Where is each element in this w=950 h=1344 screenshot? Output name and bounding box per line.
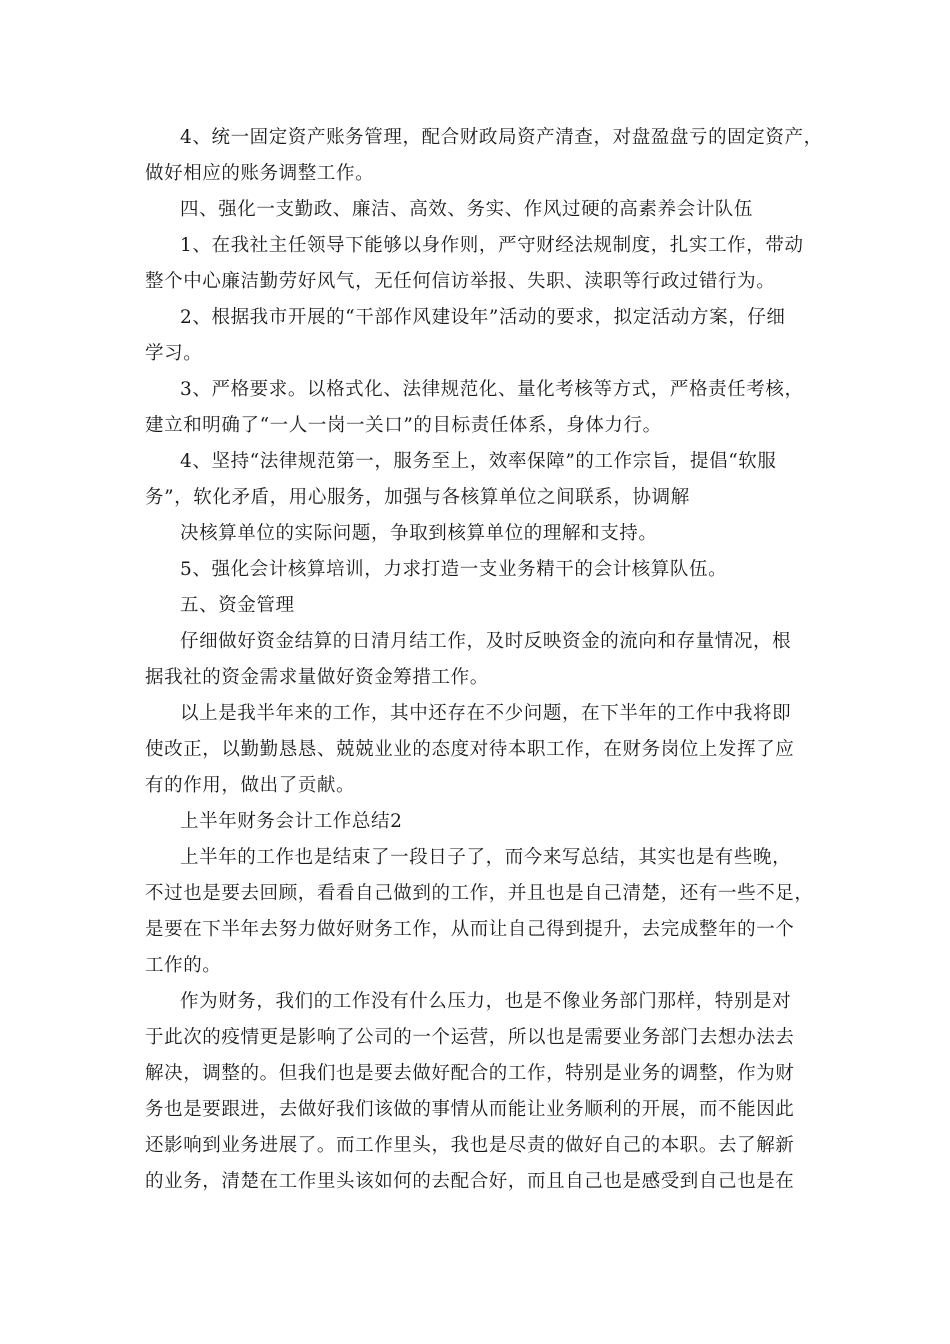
paragraph-line: 作为财务，我们的工作没有什么压力，也是不像业务部门那样，特别是对 (180, 991, 792, 1012)
paragraph-line: 还影响到业务进展了。而工作里头，我也是尽责的做好自己的本职。去了解新 (145, 1135, 795, 1156)
paragraph-line: 学习。 (145, 343, 203, 364)
paragraph-line: 工作的。 (145, 955, 222, 976)
paragraph-line: 是要在下半年去努力做好财务工作，从而让自己得到提升，去完成整年的一个 (145, 919, 795, 940)
paragraph-line: 不过也是要去回顾，看看自己做到的工作，并且也是自己清楚，还有一些不足， (145, 883, 814, 904)
paragraph-line: 务也是要跟进，去做好我们该做的事情从而能让业务顺利的开展，而不能因此 (145, 1099, 795, 1120)
paragraph-line: 以上是我半年来的工作，其中还存在不少问题，在下半年的工作中我将即 (180, 703, 792, 724)
paragraph-line: 4、统一固定资产账务管理，配合财政局资产清查，对盘盈盘亏的固定资产， (180, 127, 823, 148)
section-heading: 四、强化一支勤政、廉洁、高效、务实、作风过硬的高素养会计队伍 (180, 199, 754, 220)
paragraph-line: 有的作用，做出了贡献。 (145, 775, 356, 796)
paragraph-line: 于此次的疫情更是影响了公司的一个运营，所以也是需要业务部门去想办法去 (145, 1027, 795, 1048)
section-heading: 五、资金管理 (180, 595, 295, 616)
paragraph-line: 整个中心廉洁勤劳好风气，无任何信访举报、失职、渎职等行政过错行为。 (145, 271, 776, 292)
paragraph-line: 5、强化会计核算培训，力求打造一支业务精干的会计核算队伍。 (180, 559, 728, 580)
paragraph-line: 仔细做好资金结算的日清月结工作，及时反映资金的流向和存量情况，根 (180, 631, 792, 652)
paragraph-line: 建立和明确了“一人一岗一关口”的目标责任体系，身体力行。 (145, 415, 662, 436)
paragraph-line: 决核算单位的实际问题，争取到核算单位的理解和支持。 (180, 523, 658, 544)
paragraph-line: 的业务，清楚在工作里头该如何的去配合好，而且自己也是感受到自己也是在 (145, 1171, 795, 1192)
paragraph-line: 做好相应的账务调整工作。 (145, 163, 375, 184)
paragraph-line: 2、根据我市开展的“干部作风建设年”活动的要求，拟定活动方案，仔细 (180, 307, 786, 328)
paragraph-line: 使改正，以勤勤恳恳、兢兢业业的态度对待本职工作，在财务岗位上发挥了应 (145, 739, 795, 760)
paragraph-line: 据我社的资金需求量做好资金筹措工作。 (145, 667, 489, 688)
section-title: 上半年财务会计工作总结2 (180, 811, 403, 832)
paragraph-line: 务”，软化矛盾，用心服务，加强与各核算单位之间联系，协调解 (145, 487, 690, 508)
paragraph-line: 解决，调整的。但我们也是要去做好配合的工作，特别是业务的调整，作为财 (145, 1063, 795, 1084)
paragraph-line: 3、严格要求。以格式化、法律规范化、量化考核等方式，严格责任考核， (180, 379, 804, 400)
paragraph-line: 1、在我社主任领导下能够以身作则，严守财经法规制度，扎实工作，带动 (180, 235, 804, 256)
paragraph-line: 上半年的工作也是结束了一段日子了，而今来写总结，其实也是有些晚， (180, 847, 792, 868)
paragraph-line: 4、坚持“法律规范第一，服务至上，效率保障”的工作宗旨，提倡“软服 (180, 451, 777, 472)
